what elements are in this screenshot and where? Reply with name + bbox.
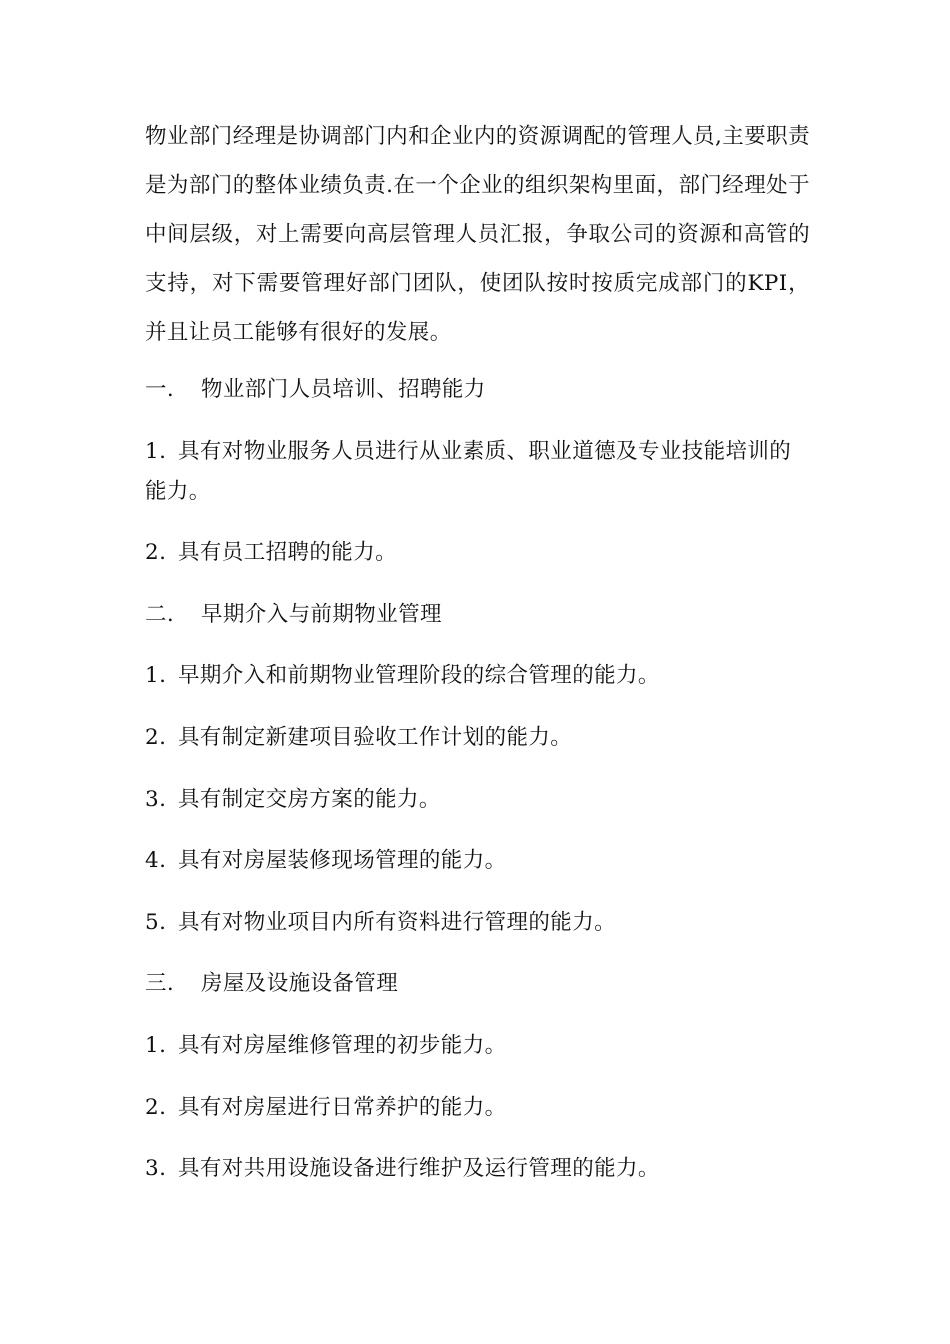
item-number: 4.: [145, 848, 167, 874]
item-number: 1.: [145, 438, 167, 464]
item-number: 2.: [145, 1094, 167, 1120]
section-number: 二.: [145, 601, 175, 627]
list-item: [145, 660, 810, 692]
item-text: 具有对房屋维修管理的初步能力。: [178, 1032, 507, 1058]
item-text: 早期介入和前期物业管理阶段的综合管理的能力。: [178, 663, 660, 689]
item-number: 1.: [145, 1032, 167, 1058]
list-item: [145, 537, 810, 569]
section-title: 物业部门人员培训、招聘能力: [201, 377, 486, 402]
item-text: 具有制定交房方案的能力。: [178, 786, 441, 812]
list-item: [145, 784, 810, 816]
list-item: [145, 907, 810, 939]
item-text: 具有对共用设施设备进行维护及运行管理的能力。: [178, 1156, 660, 1182]
item-number: 2.: [145, 724, 167, 750]
item-text: 具有对房屋装修现场管理的能力。: [178, 848, 507, 874]
item-number: 2.: [145, 540, 167, 566]
item-number: 3.: [145, 1156, 167, 1182]
item-text: 具有对物业服务人员进行从业素质、职业道德及专业技能培训的能力。: [145, 438, 792, 504]
list-item: [145, 1153, 810, 1185]
section-heading: [145, 599, 810, 631]
item-text: 具有员工招聘的能力。: [178, 540, 398, 566]
list-item: [145, 722, 810, 754]
item-number: 1.: [145, 663, 167, 689]
section-title: 房屋及设施设备管理: [201, 971, 399, 997]
intro-paragraph: 物业部门经理是协调部门内和企业内的资源调配的管理人员,主要职责是为部门的整体业绩负责.在一个企业的组织架构里面，部门经理处于中间层级，对上需要向高层管理人员汇报，争取公司的资源和高管的支持，对下需要管理好部门团队，使团队按时按质完成部门的KPI，并且让员工能够有很好的发展。: [145, 124, 810, 345]
section-number: 三.: [145, 971, 175, 997]
section-heading: [145, 968, 810, 1000]
section-number: 一.: [145, 377, 175, 402]
list-item: [145, 845, 810, 877]
list-item: [145, 432, 810, 512]
section-heading: [145, 374, 810, 406]
list-item: [145, 1092, 810, 1124]
item-text: 具有对房屋进行日常养护的能力。: [178, 1094, 507, 1120]
item-number: 3.: [145, 786, 167, 812]
list-item: [145, 1030, 810, 1062]
document-body: [145, 112, 810, 1215]
section-title: 早期介入与前期物业管理: [201, 601, 442, 627]
item-text: 具有制定新建项目验收工作计划的能力。: [178, 724, 573, 750]
item-number: 5.: [145, 909, 167, 935]
item-text: 具有对物业项目内所有资料进行管理的能力。: [178, 909, 617, 935]
